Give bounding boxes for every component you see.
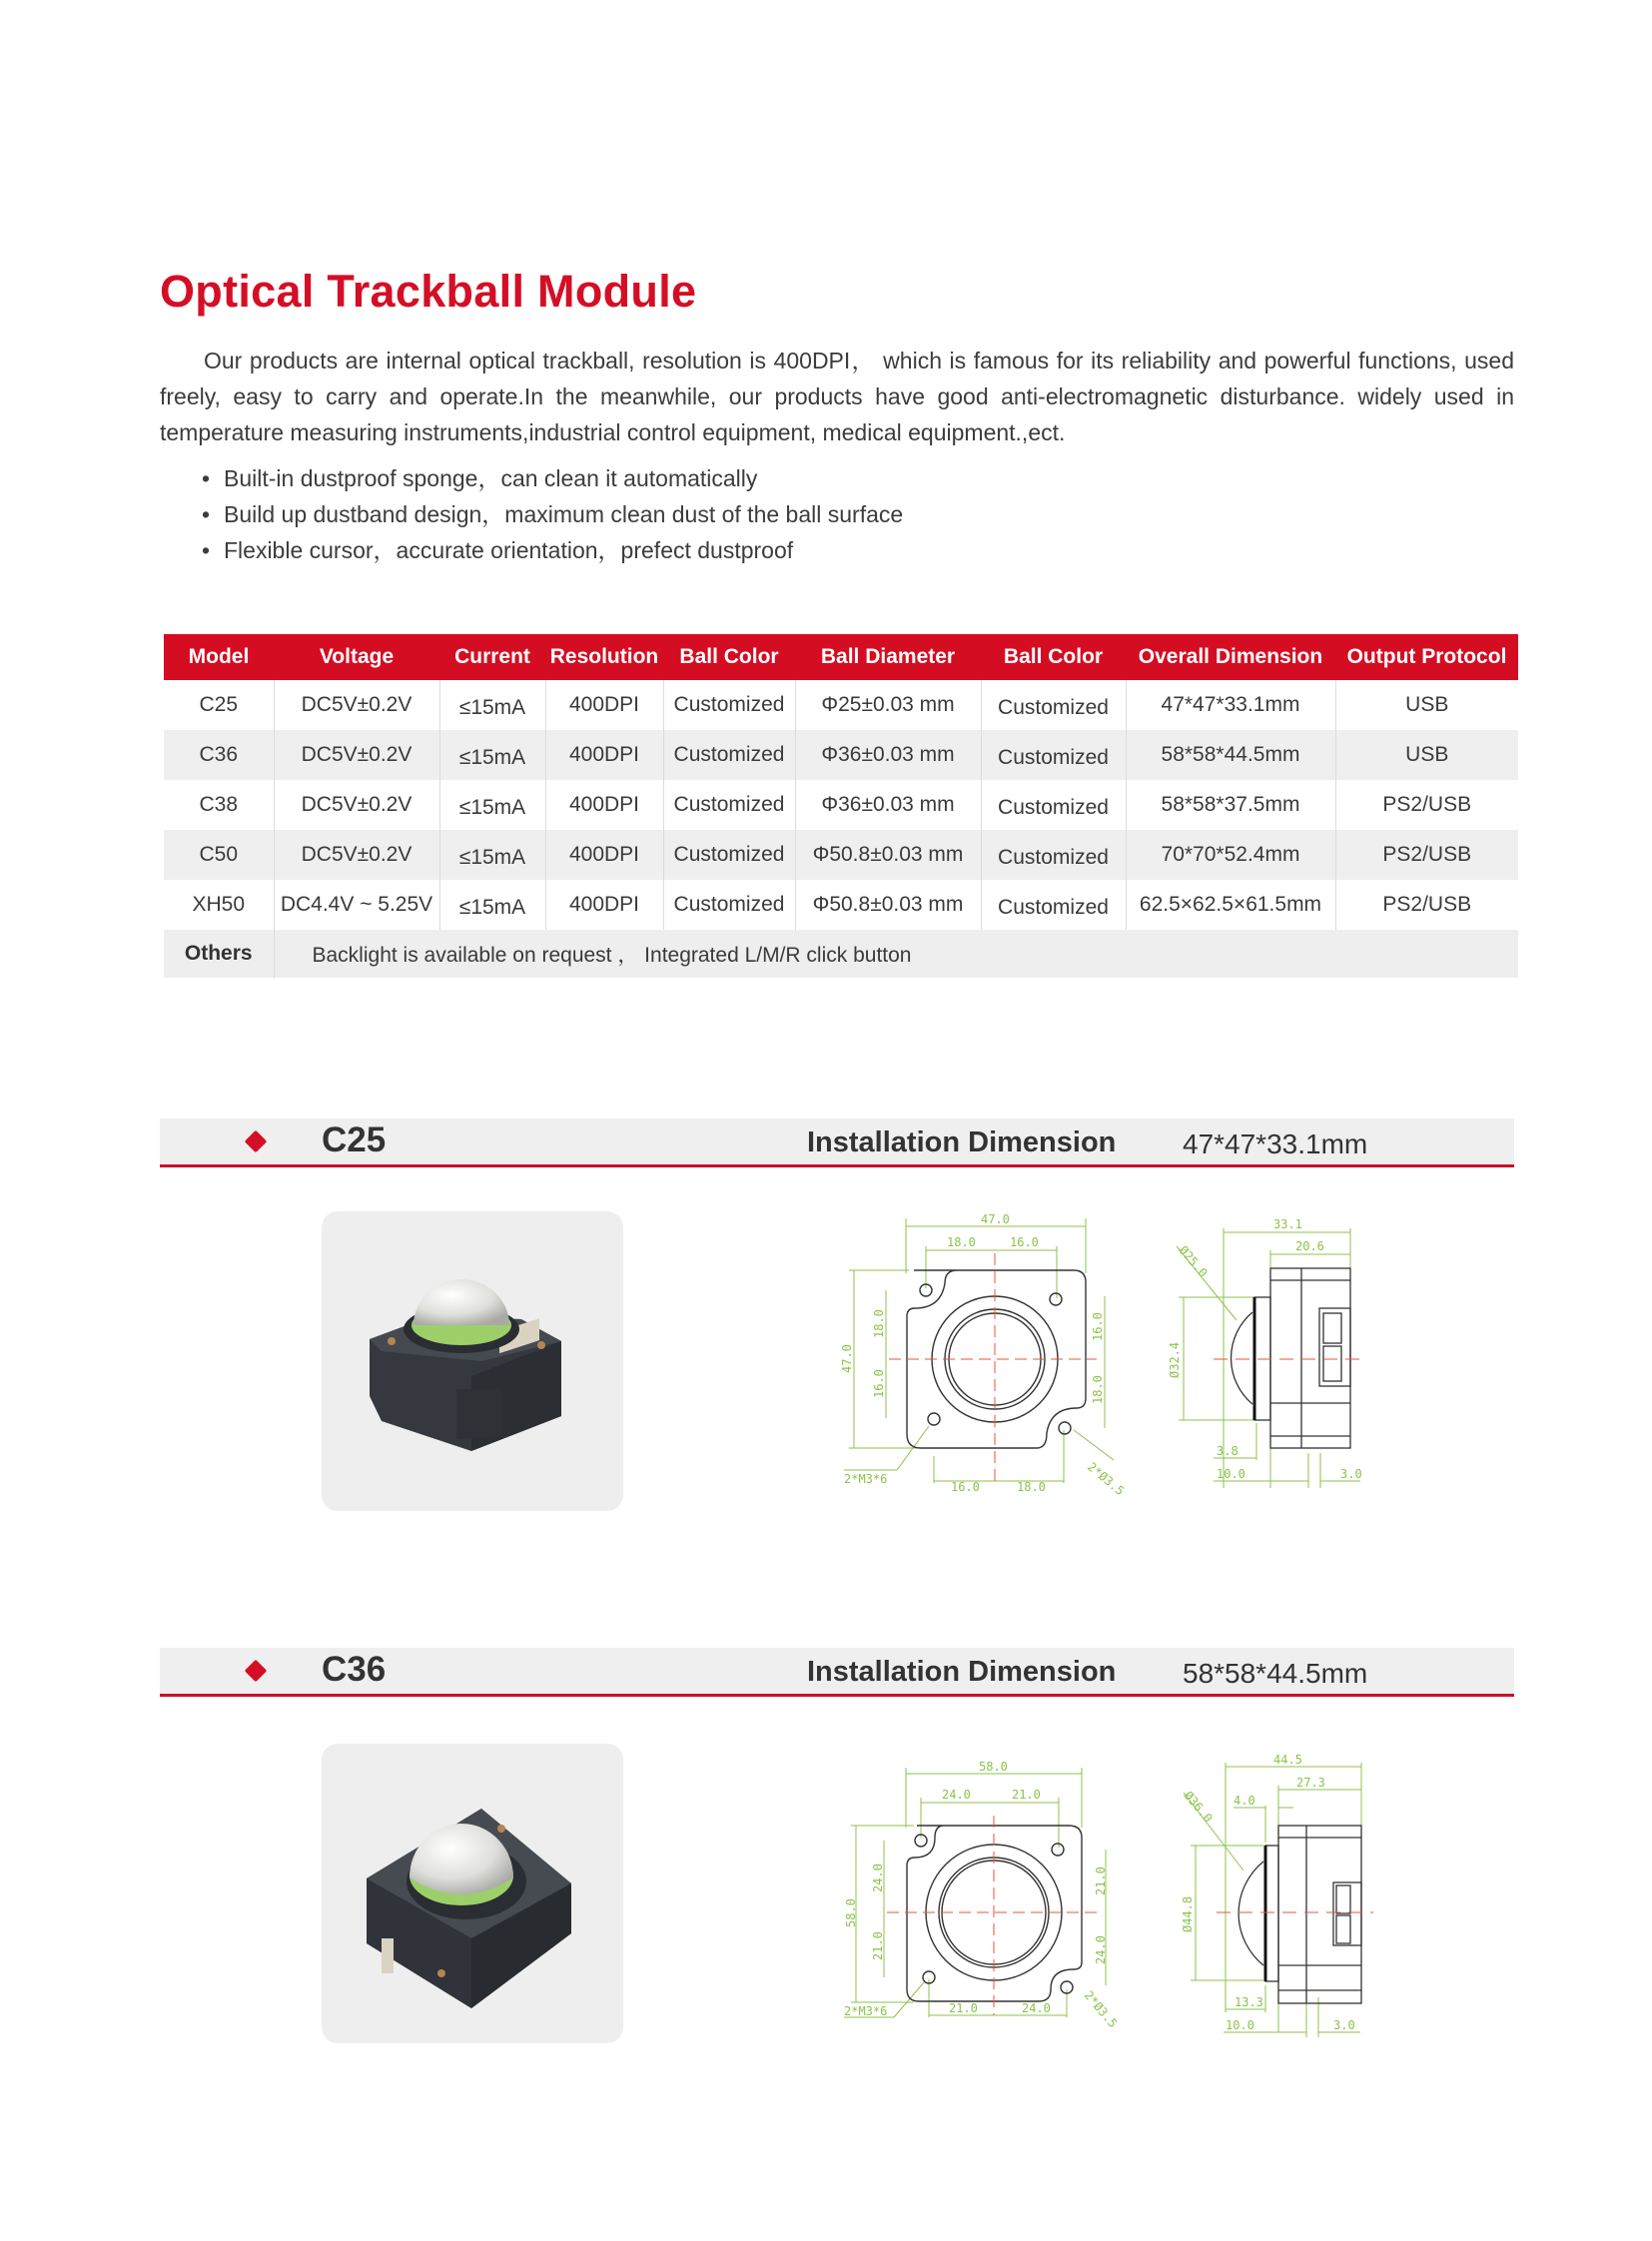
installation-label: Installation Dimension (807, 1126, 1117, 1158)
trackball-module-icon (322, 1744, 623, 2043)
col-header-ball-color: Ball Color (663, 634, 795, 680)
dim-top-left: 18.0 (947, 1235, 976, 1249)
dim-top-left: 24.0 (942, 1788, 971, 1802)
dim-rear: 3.0 (1333, 2018, 1355, 2032)
col-header-ball-color-2: Ball Color (981, 634, 1126, 680)
cell-ball-color: Customized (663, 830, 795, 880)
product-photo-c25 (322, 1211, 623, 1511)
cell-overall-dimension: 47*47*33.1mm (1126, 680, 1335, 730)
col-header-ball-diameter: Ball Diameter (795, 634, 981, 680)
cell-current: ≤15mA (439, 780, 545, 830)
cell-ball-color: Customized (663, 730, 795, 780)
screw-note: 2*M3*6 (844, 2004, 888, 2018)
dim-overall: 58.0 (979, 1760, 1008, 1774)
cell-resolution: 400DPI (545, 680, 663, 730)
dim-ball: Ø25.0 (1176, 1242, 1211, 1280)
diamond-bullet-icon (245, 1130, 268, 1153)
dim-top-right: 16.0 (1010, 1235, 1039, 1249)
table-header-row (164, 634, 1518, 680)
col-header-output-protocol: Output Protocol (1335, 634, 1518, 680)
installation-dimension: 58*58*44.5mm (1183, 1658, 1368, 1689)
table-row-others (164, 930, 1518, 978)
dim-depth: 33.1 (1273, 1217, 1302, 1231)
screw-note: 2*M3*6 (844, 1472, 888, 1486)
dim-top-right: 21.0 (1012, 1788, 1041, 1802)
table-row (164, 780, 1518, 830)
intro-paragraph (160, 343, 1514, 450)
page-title: Optical Trackball Module (160, 266, 697, 317)
dim-bottom-right: 18.0 (1017, 1480, 1046, 1494)
dim-bezel: Ø32.4 (1168, 1341, 1182, 1378)
dim-overall: 47.0 (981, 1212, 1010, 1226)
cell-resolution: 400DPI (545, 880, 663, 930)
cell-resolution: 400DPI (545, 830, 663, 880)
dim-left-upper: 18.0 (872, 1309, 886, 1338)
cell-model: XH50 (192, 893, 246, 916)
cell-ball-color: Customized (663, 780, 795, 830)
dim-body: 27.3 (1296, 1776, 1325, 1790)
cell-voltage: DC5V±0.2V (274, 830, 439, 880)
cell-current: ≤15mA (439, 880, 545, 930)
front-view-drawing-c25 (829, 1198, 1129, 1503)
cell-current: ≤15mA (439, 680, 545, 730)
dim-right-upper: 16.0 (1091, 1312, 1105, 1341)
dim-bezel-thickness: 3.8 (1217, 1444, 1239, 1458)
others-note: Backlight is available on request ， Integrated L/M/R click button (274, 930, 1518, 978)
cell-current: ≤15mA (439, 730, 545, 780)
cell-ball-color: Customized (663, 880, 795, 930)
cell-voltage: DC5V±0.2V (274, 680, 439, 730)
dim-overall-v: 58.0 (844, 1898, 858, 1927)
installation-label: Installation Dimension (807, 1656, 1117, 1688)
dim-bottom-right: 24.0 (1022, 2001, 1051, 2015)
feature-list (200, 460, 903, 568)
cell-output-protocol: PS2/USB (1335, 780, 1518, 830)
section-header-c25 (160, 1119, 1514, 1167)
dim-right-lower: 18.0 (1091, 1375, 1105, 1404)
dim-body: 20.6 (1295, 1239, 1324, 1253)
dim-overall-v: 47.0 (840, 1344, 854, 1373)
cell-overall-dimension: 62.5×62.5×61.5mm (1126, 880, 1335, 930)
dim-left-lower: 21.0 (871, 1931, 885, 1960)
cell-ball-color-2: Customized (981, 780, 1126, 830)
hole-note: 2*Ø3.5 (1081, 1987, 1121, 2027)
cell-ball-diameter: Φ50.8±0.03 mm (795, 880, 981, 930)
cell-output-protocol: USB (1335, 680, 1518, 730)
col-header-overall-dimension: Overall Dimension (1126, 634, 1335, 680)
front-view-drawing-c36 (829, 1728, 1129, 2032)
others-label: Others (164, 930, 274, 978)
section-model: C36 (322, 1650, 387, 1689)
dim-left-lower: 16.0 (872, 1369, 886, 1398)
cell-ball-diameter: Φ36±0.03 mm (795, 780, 981, 830)
diamond-bullet-icon (245, 1660, 268, 1683)
installation-dimension: 47*47*33.1mm (1183, 1128, 1368, 1159)
cell-voltage: DC5V±0.2V (274, 780, 439, 830)
cell-voltage: DC5V±0.2V (274, 730, 439, 780)
feature-item: • Flexible cursor，accurate orientation，prefect dustproof (200, 532, 903, 568)
trackball-module-icon (322, 1211, 623, 1511)
dim-right-upper: 21.0 (1094, 1867, 1108, 1895)
dim-bezel: Ø44.8 (1181, 1895, 1195, 1932)
feature-item: • Build up dustband design，maximum clean dust of the ball surface (200, 496, 903, 532)
table-row (164, 880, 1518, 930)
col-header-voltage: Voltage (274, 634, 439, 680)
section-model: C25 (322, 1120, 387, 1159)
side-view-drawing-c25 (1139, 1198, 1378, 1503)
cell-ball-color-2: Customized (981, 730, 1126, 780)
cell-resolution: 400DPI (545, 780, 663, 830)
dim-rear: 3.0 (1340, 1467, 1362, 1481)
col-header-resolution: Resolution (545, 634, 663, 680)
table-row (164, 730, 1518, 780)
cell-ball-diameter: Φ36±0.03 mm (795, 730, 981, 780)
dim-bottom-left: 21.0 (949, 2001, 978, 2015)
dim-offset: 10.0 (1217, 1467, 1245, 1481)
cell-model: C36 (164, 730, 274, 780)
side-view-drawing-c36 (1149, 1728, 1378, 2042)
intro-text: Our products are internal optical trackball, resolution is 400DPI， which is famous for its reliability and powerful functions, used freely, easy to carry and operate.In the meanwhile, our products have good anti-electromagnetic disturbance. widely used in temperature measuring instruments,industrial control equipment, medical equipment.,ect. (160, 348, 1514, 445)
cell-overall-dimension: 70*70*52.4mm (1126, 830, 1335, 880)
dim-ball-protrusion: 13.3 (1235, 1995, 1263, 2009)
cell-ball-color-2: Customized (981, 830, 1126, 880)
col-header-current: Current (439, 634, 545, 680)
cell-model: C25 (199, 693, 239, 716)
cell-current: ≤15mA (439, 830, 545, 880)
spec-table (164, 634, 1518, 978)
section-header-c36 (160, 1648, 1514, 1697)
dim-left-upper: 24.0 (871, 1864, 885, 1892)
table-row (164, 830, 1518, 880)
dim-ball: Ø36.0 (1181, 1788, 1216, 1826)
cell-overall-dimension: 58*58*44.5mm (1126, 730, 1335, 780)
cell-ball-diameter: Φ25±0.03 mm (795, 680, 981, 730)
dim-depth: 44.5 (1273, 1753, 1302, 1767)
cell-model: C38 (199, 793, 239, 816)
dim-bottom-left: 16.0 (951, 1480, 980, 1494)
product-photo-c36 (322, 1744, 623, 2043)
cell-voltage: DC4.4V ~ 5.25V (274, 880, 439, 930)
col-header-model: Model (164, 634, 274, 680)
cell-output-protocol: PS2/USB (1335, 880, 1518, 930)
dim-right-lower: 24.0 (1094, 1935, 1108, 1964)
cell-output-protocol: USB (1335, 730, 1518, 780)
cell-ball-color-2: Customized (981, 880, 1126, 930)
feature-item: • Built-in dustproof sponge，can clean it automatically (200, 460, 903, 496)
cell-overall-dimension: 58*58*37.5mm (1126, 780, 1335, 830)
cell-model: C50 (164, 830, 274, 880)
cell-ball-diameter: Φ50.8±0.03 mm (795, 830, 981, 880)
cell-ball-color: Customized (663, 680, 795, 730)
hole-note: 2*Ø3.5 (1085, 1459, 1128, 1498)
dim-offset: 10.0 (1226, 2018, 1254, 2032)
cell-ball-color-2: Customized (981, 680, 1126, 730)
table-row (164, 680, 1518, 730)
dim-bezel-thickness: 4.0 (1234, 1794, 1255, 1808)
cell-output-protocol: PS2/USB (1335, 830, 1518, 880)
cell-resolution: 400DPI (545, 730, 663, 780)
